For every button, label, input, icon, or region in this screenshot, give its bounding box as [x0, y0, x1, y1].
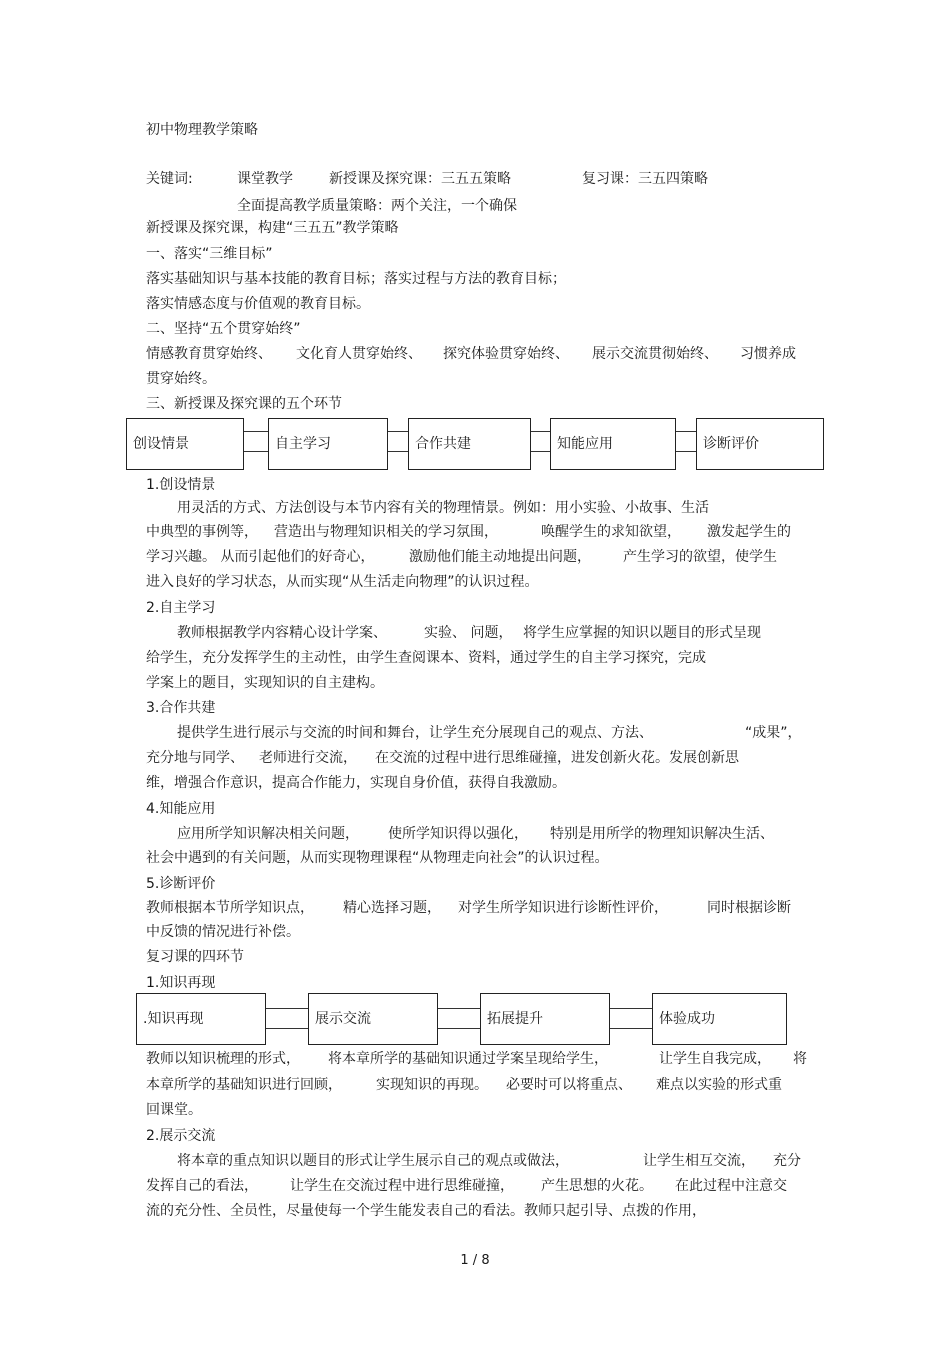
paragraph-segment: 同时根据诊断 [707, 900, 791, 916]
paragraph-line: 给学生，充分发挥学生的主动性，由学生查阅课本、资料，通过学生的自主学习探究，完成 [146, 650, 706, 666]
paragraph-line: 流的充分性、全员性，尽量使每一个学生能发表自己的看法。教师只起引导、点拨的作用， [146, 1203, 706, 1219]
step-title: 3.合作共建 [146, 700, 216, 716]
flow-box-create-scenario: 创设情景 [126, 418, 244, 470]
paragraph-segment: 精心选择习题， [343, 900, 441, 916]
paragraph-line: 中反馈的情况进行补偿。 [146, 924, 300, 940]
paragraph-segment: 必要时可以将重点、 [506, 1077, 632, 1093]
flow-box-evaluation: 诊断评价 [696, 418, 824, 470]
subheading-3: 三、新授课及探究课的五个环节 [146, 396, 342, 412]
paragraph-line: 进入良好的学习状态，从而实现“从生活走向物理”的认识过程。 [146, 574, 539, 590]
review-sub-1: 1.知识再现 [146, 975, 216, 991]
keyword-item: 课堂教学 [237, 171, 293, 187]
keyword-item: 新授课及探究课：三五五策略 [329, 171, 511, 187]
paragraph-line: 落实情感态度与价值观的教育目标。 [146, 296, 370, 312]
page-title: 初中物理教学策略 [146, 122, 258, 138]
paragraph-segment: 营造出与物理知识相关的学习氛围， [274, 524, 498, 540]
step-title: 2.自主学习 [146, 600, 216, 616]
flow-connector [388, 431, 409, 452]
paragraph-segment: 提供学生进行展示与交流的时间和舞台，让学生充分展现自己的观点、方法、 [177, 725, 653, 741]
paragraph-line: 学案上的题目，实现知识的自主建构。 [146, 675, 384, 691]
paragraph-segment: 激发起学生的 [707, 524, 791, 540]
review-flow-box-knowledge: .知识再现 [136, 993, 266, 1045]
principle-item: 情感教育贯穿始终、 [146, 346, 272, 362]
paragraph-segment: 让学生在交流过程中进行思维碰撞， [290, 1178, 514, 1194]
paragraph-segment: 充分地与同学、 [146, 750, 244, 766]
step-title: 4.知能应用 [146, 801, 216, 817]
paragraph-line: 维，增强合作意识，提高合作能力，实现自身价值，获得自我激励。 [146, 775, 566, 791]
keyword-line2: 全面提高教学质量策略：两个关注，一个确保 [237, 198, 517, 214]
paragraph-segment: 充分 [773, 1153, 801, 1169]
principle-tail: 贯穿始终。 [146, 371, 216, 387]
principle-item: 展示交流贯彻始终、 [592, 346, 718, 362]
paragraph-segment: 实现知识的再现。 [376, 1077, 488, 1093]
paragraph-segment: 实验、 问题， [424, 625, 513, 641]
paragraph-segment: 将本章的重点知识以题目的形式让学生展示自己的观点或做法， [177, 1153, 569, 1169]
paragraph-segment: 将 [793, 1051, 807, 1067]
flow-connector [531, 431, 551, 452]
paragraph-line: 用灵活的方式、方法创设与本节内容有关的物理情景。例如：用小实验、小故事、生活 [177, 500, 709, 516]
paragraph-segment: 教师以知识梳理的形式， [146, 1051, 300, 1067]
flow-box-cooperation: 合作共建 [408, 418, 531, 470]
paragraph-segment: 教师根据本节所学知识点， [146, 900, 314, 916]
subheading-2: 二、坚持“五个贯穿始终” [146, 321, 301, 337]
flow-box-self-study: 自主学习 [268, 418, 388, 470]
paragraph-segment: 教师根据教学内容精心设计学案、 [177, 625, 387, 641]
subheading-1: 一、落实“三维目标” [146, 246, 273, 262]
paragraph-segment: 在此过程中注意交 [675, 1178, 787, 1194]
paragraph-segment: 唤醒学生的求知欲望， [541, 524, 681, 540]
paragraph-line: 回课堂。 [146, 1102, 202, 1118]
keyword-item: 复习课：三五四策略 [582, 171, 708, 187]
flow-box-application: 知能应用 [550, 418, 676, 470]
principle-item: 习惯养成 [740, 346, 796, 362]
flow-connector [610, 1008, 653, 1029]
paragraph-line: 社会中遇到的有关问题，从而实现物理课程“从物理走向社会”的认识过程。 [146, 850, 609, 866]
keywords-label: 关键词: [146, 171, 193, 187]
paragraph-segment: 老师进行交流， [259, 750, 357, 766]
paragraph-segment: 将本章所学的基础知识通过学案呈现给学生， [328, 1051, 608, 1067]
paragraph-segment: 让学生相互交流， [643, 1153, 755, 1169]
paragraph-segment: 在交流的过程中进行思维碰撞，进发创新火花。发展创新思 [375, 750, 739, 766]
review-heading: 复习课的四环节 [146, 949, 244, 965]
flow-connector [676, 431, 697, 452]
paragraph-segment: 让学生自我完成， [659, 1051, 771, 1067]
principle-item: 文化育人贯穿始终、 [296, 346, 422, 362]
paragraph-segment: 激励他们能主动地提出问题， [409, 549, 591, 565]
section-heading: 新授课及探究课，构建“三五五”教学策略 [146, 220, 399, 236]
paragraph-segment: 本章所学的基础知识进行回顾， [146, 1077, 342, 1093]
paragraph-segment: 特别是用所学的物理知识解决生活、 [550, 826, 774, 842]
review-flow-box-extend: 拓展提升 [480, 993, 610, 1045]
review-flow-box-success: 体验成功 [652, 993, 787, 1045]
paragraph-segment: “成果”， [745, 725, 802, 741]
step-title: 5.诊断评价 [146, 876, 216, 892]
step-title: 1.创设情景 [146, 477, 216, 493]
flow-connector [266, 1008, 309, 1029]
paragraph-segment: 对学生所学知识进行诊断性评价， [458, 900, 668, 916]
paragraph-segment: 学习兴趣。 从而引起他们的好奇心， [146, 549, 375, 565]
paragraph-line: 落实基础知识与基本技能的教育目标；落实过程与方法的教育目标； [146, 271, 566, 287]
page-number: 1 / 8 [460, 1253, 490, 1268]
paragraph-segment: 使所学知识得以强化， [388, 826, 528, 842]
flow-connector [244, 431, 269, 452]
paragraph-segment: 产生思想的火花。 [541, 1178, 653, 1194]
paragraph-segment: 发挥自己的看法， [146, 1178, 258, 1194]
principle-item: 探究体验贯穿始终、 [443, 346, 569, 362]
review-sub-2: 2.展示交流 [146, 1128, 216, 1144]
flow-connector [438, 1008, 481, 1029]
paragraph-segment: 难点以实验的形式重 [656, 1077, 782, 1093]
paragraph-segment: 将学生应掌握的知识以题目的形式呈现 [523, 625, 761, 641]
paragraph-segment: 产生学习的欲望，使学生 [623, 549, 777, 565]
paragraph-segment: 中典型的事例等， [146, 524, 258, 540]
paragraph-segment: 应用所学知识解决相关问题， [177, 826, 359, 842]
review-flow-box-display: 展示交流 [308, 993, 438, 1045]
